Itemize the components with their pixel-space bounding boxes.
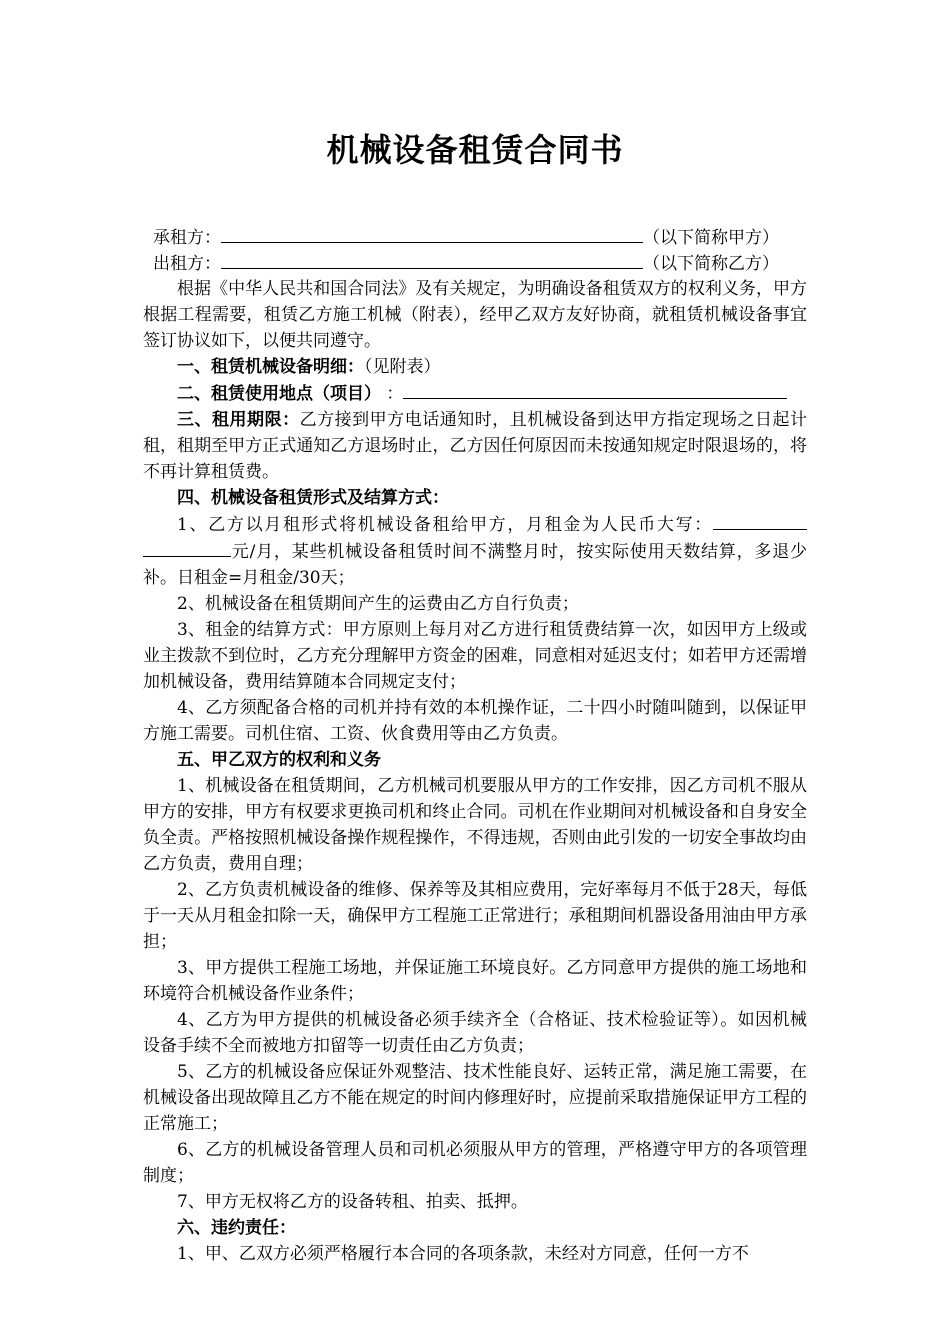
intro-paragraph: 根据《中华人民共和国合同法》及有关规定，为明确设备租赁双方的权利义务，甲方根据工程需要，租赁乙方施工机械（附表），经甲乙双方友好协商，就租赁机械设备事宜签订协议如下，以便共同遵守。	[143, 279, 807, 351]
section-5-item-5: 5、乙方的机械设备应保证外观整洁、技术性能良好、运转正常，满足施工需要，在机械设备出现故障且乙方不能在规定的时间内修理好时，应提前采取措施保证甲方工程的正常施工；	[143, 1062, 807, 1134]
section-6-heading: 六、违约责任：	[177, 1218, 296, 1238]
lessor-blank[interactable]	[221, 250, 643, 269]
section-3-text: 乙方接到甲方电话通知时，且机械设备到达甲方指定现场之日起计租，租期至甲方正式通知乙方退场时止，乙方因任何原因而未按通知规定时限退场的，将不再计算租赁费。	[143, 410, 808, 482]
section-5-item-7: 7、甲方无权将乙方的设备转租、拍卖、抵押。	[177, 1192, 528, 1212]
rent-amount-blank-2[interactable]	[143, 538, 231, 557]
section-4-item-2: 2、机械设备在租赁期间产生的运费由乙方自行负责；	[177, 594, 579, 614]
section-1-text: （见附表）	[364, 357, 441, 377]
section-5-item-3: 3、甲方提供工程施工场地，并保证施工环境良好。乙方同意甲方提供的施工场地和环境符合机械设备作业条件；	[143, 958, 807, 1004]
section-4-item-1	[143, 511, 807, 591]
lessor-line	[143, 250, 807, 276]
rent-text-pre: 1、乙方以月租形式将机械设备租给甲方，月租金为人民币大写：	[177, 515, 713, 535]
section-4-item-3: 3、租金的结算方式：甲方原则上每月对乙方进行租赁费结算一次，如因甲方上级或业主拨款不到位时，乙方充分理解甲方资金的困难，同意相对延迟支付；如若甲方还需增加机械设备，费用结算随本合同规定支付；	[143, 620, 807, 692]
lessee-label: 承租方：	[153, 228, 221, 248]
lessee-line	[143, 224, 807, 250]
lessor-label: 出租方：	[153, 254, 221, 274]
section-3-heading: 三、租用期限：	[177, 410, 300, 430]
section-2-heading: 二、租赁使用地点（项目）	[177, 384, 381, 404]
section-5-item-2: 2、乙方负责机械设备的维修、保养等及其相应费用，完好率每月不低于28天，每低于一天从月租金扣除一天，确保甲方工程施工正常进行；承租期间机器设备用油由甲方承担；	[143, 880, 807, 952]
section-5-heading: 五、甲乙双方的权利和义务	[177, 750, 381, 770]
document-title: 机械设备租赁合同书	[326, 131, 624, 169]
location-blank[interactable]	[403, 380, 787, 399]
lessee-blank[interactable]	[221, 224, 643, 243]
section-1	[143, 354, 807, 380]
contract-body	[143, 224, 807, 1267]
section-6-item-1: 1、甲、乙双方必须严格履行本合同的各项条款，未经对方同意，任何一方不	[177, 1244, 749, 1264]
section-5-item-1: 1、机械设备在租赁期间，乙方机械司机要服从甲方的工作安排，因乙方司机不服从甲方的安排，甲方有权要求更换司机和终止合同。司机在作业期间对机械设备和自身安全负全责。严格按照机械设备操作规程操作，不得违规，否则由此引发的一切安全事故均由乙方负责，费用自理；	[143, 776, 807, 874]
section-4-item-4: 4、乙方须配备合格的司机并持有效的本机操作证，二十四小时随叫随到，以保证甲方施工需要。司机住宿、工资、伙食费用等由乙方负责。	[143, 698, 807, 744]
lessor-suffix: （以下简称乙方）	[643, 254, 779, 274]
section-5-item-4: 4、乙方为甲方提供的机械设备必须手续齐全（合格证、技术检验证等）。如因机械设备手续不全而被地方扣留等一切责任由乙方负责；	[143, 1010, 807, 1056]
lessee-suffix: （以下简称甲方）	[643, 228, 779, 248]
section-2	[143, 380, 807, 407]
section-4-heading: 四、机械设备租赁形式及结算方式：	[177, 488, 449, 508]
section-2-colon: ：	[381, 384, 404, 404]
rent-text-post: 元/月，某些机械设备租赁时间不满整月时，按实际使用天数结算，多退少补。日租金=月租金/30天；	[143, 542, 807, 588]
section-1-heading: 一、租赁机械设备明细：	[177, 357, 364, 377]
section-5-item-6: 6、乙方的机械设备管理人员和司机必须服从甲方的管理，严格遵守甲方的各项管理制度；	[143, 1140, 807, 1186]
rent-amount-blank[interactable]	[713, 511, 807, 530]
section-3	[143, 407, 807, 485]
